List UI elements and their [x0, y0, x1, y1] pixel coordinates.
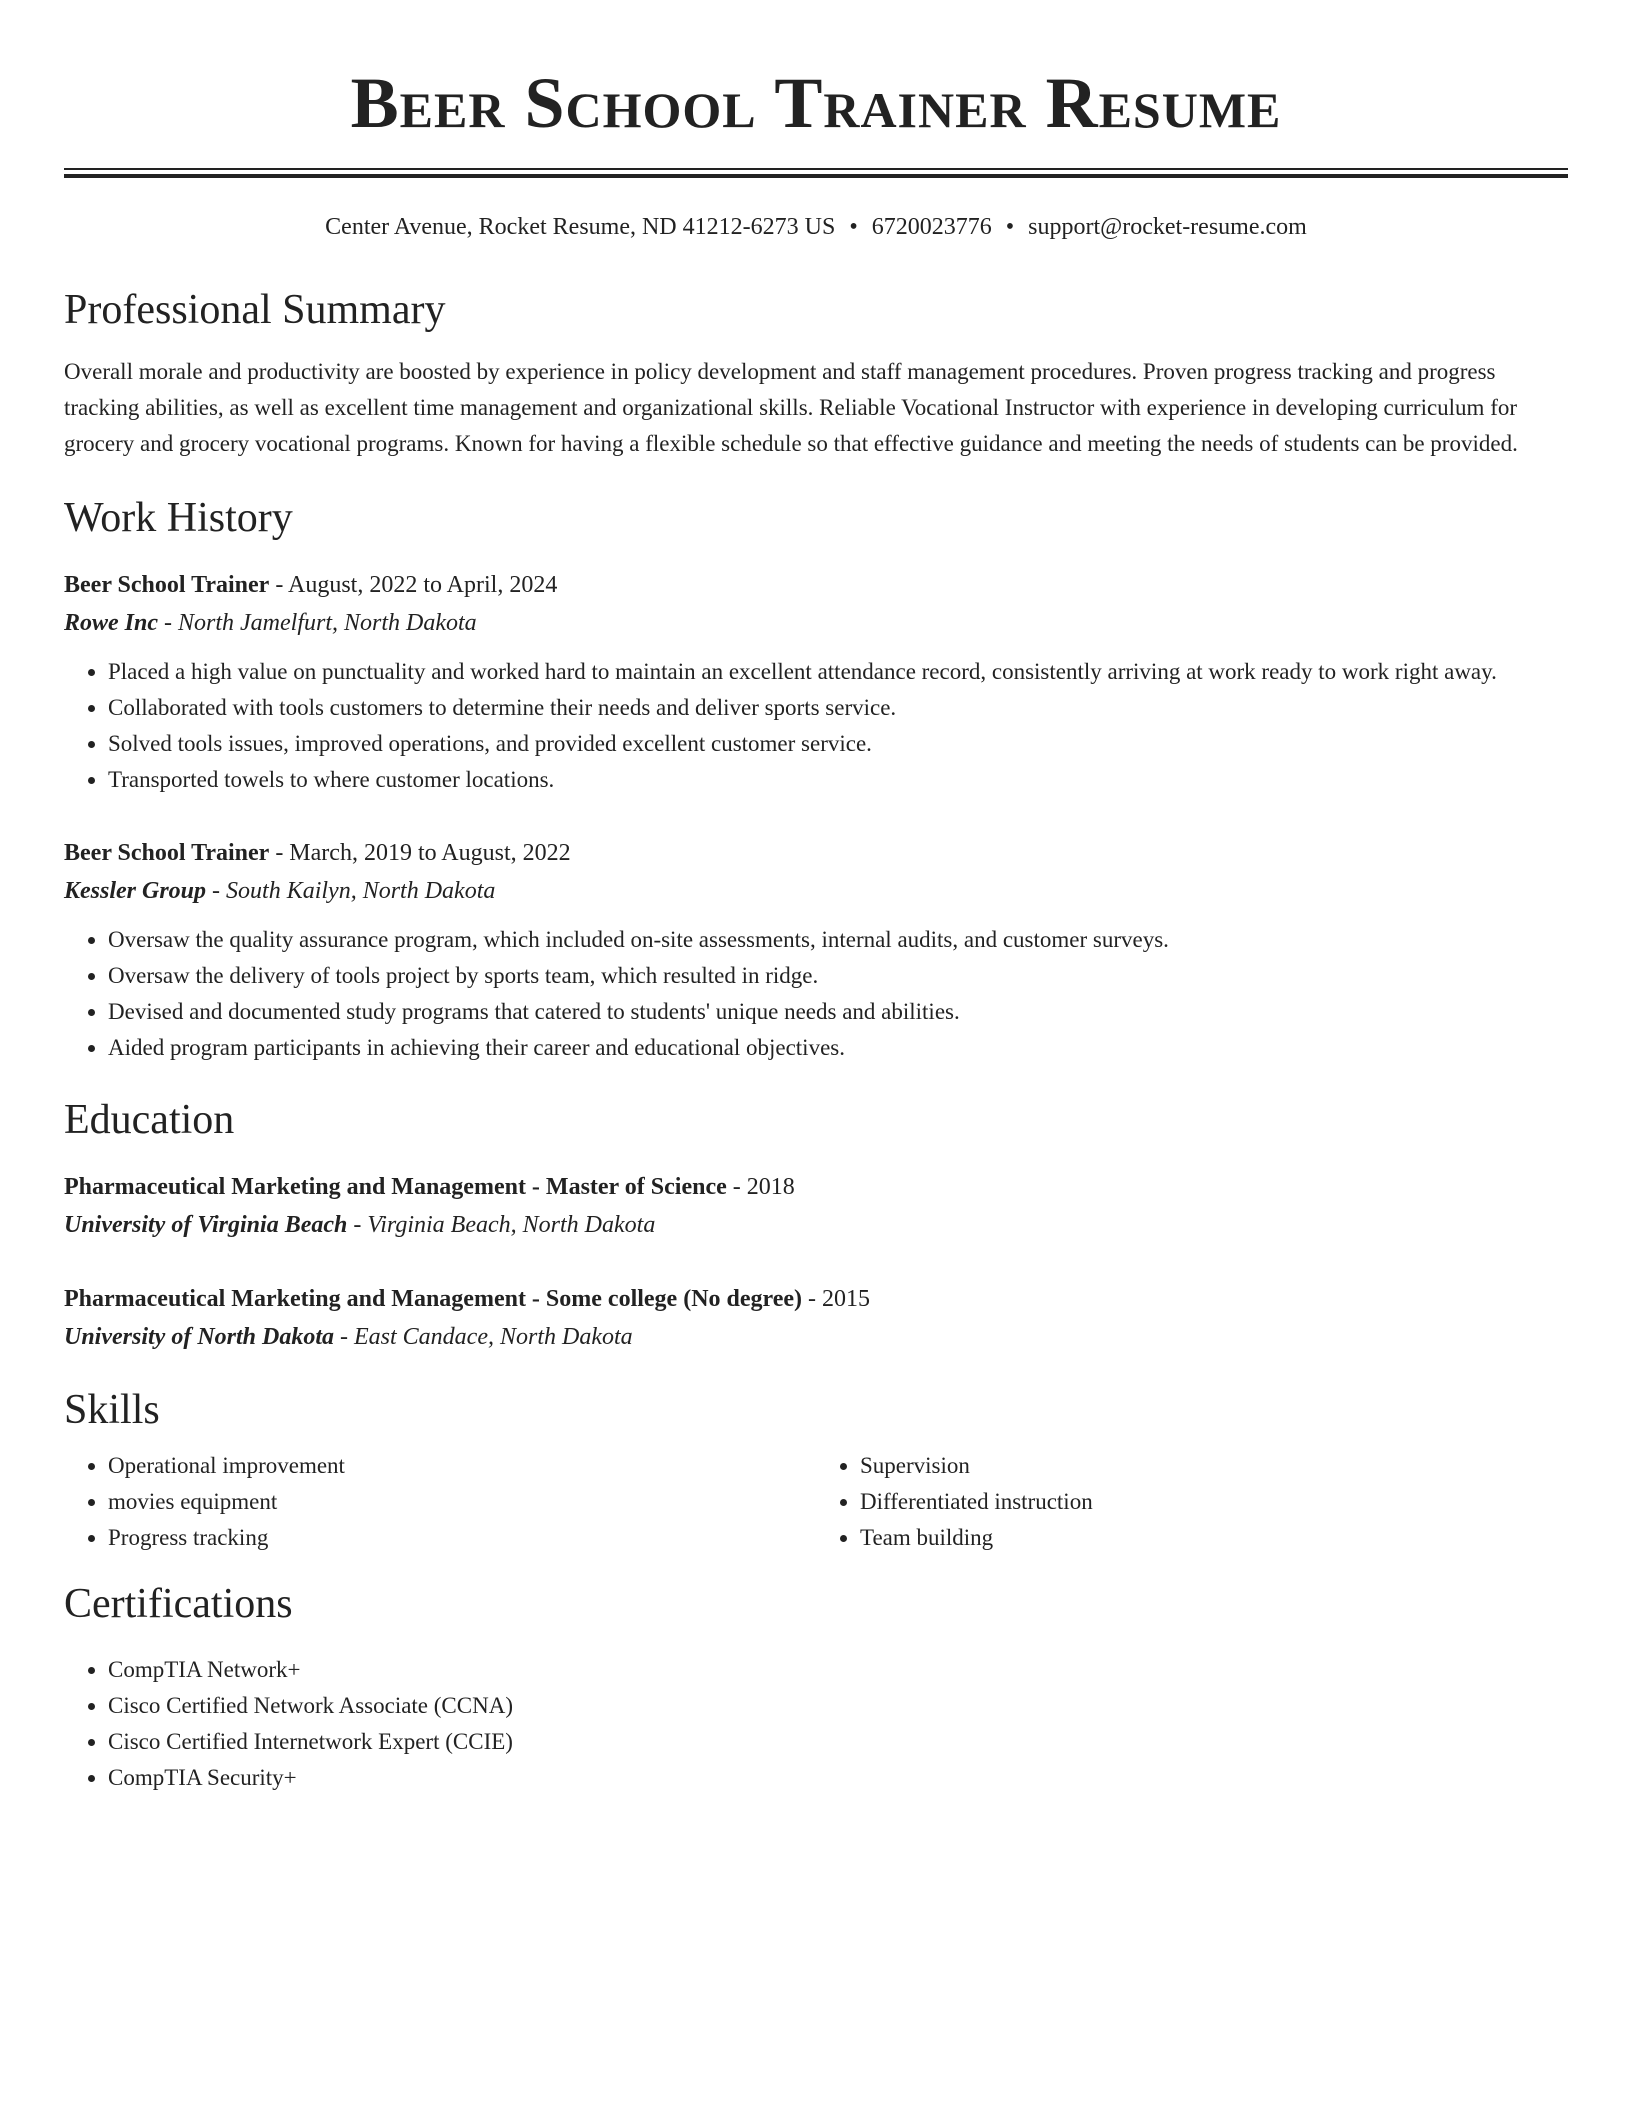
list-item: • Oversaw the quality assurance program, which included on-site assessments, internal audits, and customer surveys.: [108, 922, 1568, 958]
list-item: • Cisco Certified Internetwork Expert (CCIE): [108, 1724, 1568, 1760]
job-title: Beer School Trainer: [64, 840, 270, 866]
resume-page: [64, 0, 1568, 1796]
section-heading: Work History: [64, 495, 293, 541]
education-degree-line: [64, 1168, 1568, 1206]
section-skills: [64, 1384, 1568, 1556]
contact-address: Center Avenue, Rocket Resume, ND 41212-6273 US: [325, 214, 836, 240]
section-heading: Education: [64, 1097, 235, 1143]
job-entry: [64, 566, 1568, 798]
list-item: • Placed a high value on punctuality and worked hard to maintain an excellent attendance record, consistently arriving at work ready to work right away.: [108, 654, 1568, 690]
contact-email: support@rocket-resume.com: [1028, 214, 1307, 240]
job-entry: [64, 834, 1568, 1066]
list-item: • Cisco Certified Network Associate (CCNA): [108, 1688, 1568, 1724]
contact-separator: •: [849, 214, 858, 240]
list-item: • Devised and documented study programs that catered to students' unique needs and abilities.: [108, 994, 1568, 1030]
section-heading: Certifications: [64, 1581, 293, 1627]
job-bullets: [64, 654, 1568, 798]
resume-title: Beer School Trainer Resume: [350, 63, 1282, 143]
contact-phone: 6720023776: [871, 214, 992, 240]
job-bullets: [64, 922, 1568, 1066]
education-degree: Pharmaceutical Marketing and Management - Some college (No degree): [64, 1286, 803, 1312]
job-company-line: [64, 872, 1568, 910]
job-title-line: [64, 566, 1568, 604]
list-item: • CompTIA Network+: [108, 1652, 1568, 1688]
skills-column-right: [816, 1448, 1568, 1556]
section-certifications: [64, 1578, 1568, 1796]
section-work-history: [64, 492, 1568, 1066]
list-item: • Supervision: [860, 1448, 1568, 1484]
section-heading: Professional Summary: [64, 287, 446, 333]
education-entry: [64, 1168, 1568, 1244]
list-item: • Operational improvement: [108, 1448, 816, 1484]
education-degree: Pharmaceutical Marketing and Management - Master of Science: [64, 1174, 727, 1200]
education-year: - 2015: [802, 1286, 871, 1312]
list-item: • Oversaw the delivery of tools project by sports team, which resulted in ridge.: [108, 958, 1568, 994]
list-item: • Differentiated instruction: [860, 1484, 1568, 1520]
job-location: - North Jamelfurt, North Dakota: [158, 610, 477, 636]
skills-grid: [64, 1448, 1568, 1556]
list-item: • Progress tracking: [108, 1520, 816, 1556]
list-item: • Aided program participants in achieving their career and educational objectives.: [108, 1030, 1568, 1066]
education-entry: [64, 1280, 1568, 1356]
education-location: - East Candace, North Dakota: [334, 1324, 633, 1350]
education-school-line: [64, 1318, 1568, 1356]
list-item: • CompTIA Security+: [108, 1760, 1568, 1796]
job-dates: - August, 2022 to April, 2024: [269, 572, 558, 598]
education-school-line: [64, 1206, 1568, 1244]
contact-line: [64, 210, 1568, 244]
summary-text: Overall morale and productivity are boosted by experience in policy development and staff management procedures. Proven progress tracking and progress tracking abilities, as well as excellent time management and organizational skills. Reliable Vocational Instructor with experience in developing curriculum for grocery and grocery vocational programs. Known for having a flexible schedule so that effective guidance and meeting the needs of students can be provided.: [64, 359, 1518, 456]
job-title: Beer School Trainer: [64, 572, 270, 598]
section-education: [64, 1094, 1568, 1356]
list-item: • Team building: [860, 1520, 1568, 1556]
education-school: University of Virginia Beach: [64, 1212, 348, 1238]
job-location: - South Kailyn, North Dakota: [206, 878, 496, 904]
job-dates: - March, 2019 to August, 2022: [269, 840, 571, 866]
job-company: Kessler Group: [64, 878, 207, 904]
job-company-line: [64, 604, 1568, 642]
list-item: • movies equipment: [108, 1484, 816, 1520]
list-item: • Transported towels to where customer locations.: [108, 762, 1568, 798]
contact-separator: •: [1005, 214, 1015, 240]
education-location: - Virginia Beach, North Dakota: [347, 1212, 656, 1238]
education-year: - 2018: [726, 1174, 795, 1200]
education-degree-line: [64, 1280, 1568, 1318]
list-item: • Solved tools issues, improved operations, and provided excellent customer service.: [108, 726, 1568, 762]
list-item: • Collaborated with tools customers to determine their needs and deliver sports service.: [108, 690, 1568, 726]
job-company: Rowe Inc: [64, 610, 159, 636]
job-title-line: [64, 834, 1568, 872]
certifications-list: [64, 1652, 1568, 1796]
section-heading: Skills: [64, 1387, 160, 1433]
skills-column-left: [64, 1448, 816, 1556]
section-professional-summary: [64, 284, 1568, 462]
education-school: University of North Dakota: [64, 1324, 334, 1350]
title-divider: [64, 168, 1568, 178]
